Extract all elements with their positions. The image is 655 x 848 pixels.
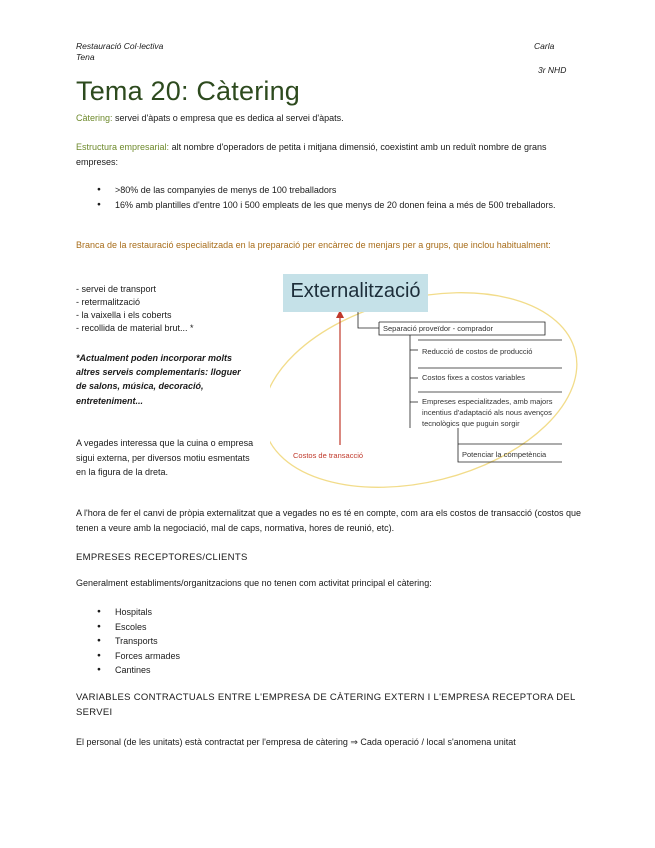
list-item: ● Escoles [76,620,581,635]
list-item: ● Cantines [76,663,581,678]
definition [76,111,581,126]
branch-extern: A vegades interessa que la cuina o empresa sigui externa, per diversos motiu esmentats en la figura de la dreta. [76,438,254,477]
branch-text: Branca de la restauració especialitzada en la preparació per encàrrec de menjars per a grups, que inclou habitualment: [76,240,551,250]
diagram-node-cost-reduction: Reducció de costos de producció [422,347,533,356]
branch-note: *Actualment poden incorporar molts altres serveis complementaris: lloguer de salons, música, decoració, entreteniment... [76,353,241,406]
header-surname: Tena [76,52,95,62]
page-title: Tema 20: Càtering [76,76,301,106]
list-item: ● 16% amb plantilles d'entre 100 i 500 empleats de les que menys de 20 donen feina a més de 500 treballadors. [76,198,581,213]
externalization-diagram [270,268,580,488]
definition-text: servei d'àpats o empresa que es dedica al servei d'àpats. [115,113,344,123]
clients-heading: EMPRESES RECEPTORES/CLIENTS [76,552,248,563]
transaction-paragraph: A l'hora de fer el canvi de pròpia externalitzat que a vegades no es té en compte, com ara els costos de transacció (costos que tenen a veure amb la negociació, mal de caps, normativa, hores de reunió, etc). [76,508,582,533]
header-course: Restauració Col·lectiva [76,41,164,51]
list-item: ● Hospitals [76,605,581,620]
structure-term: Estructura empresarial: [76,142,170,152]
list-item: ● >80% de las companyies de menys de 100 treballadors [76,183,581,198]
clients-list [76,605,581,678]
list-item: - recollida de material brut... * [76,323,194,333]
structure [76,140,581,170]
diagram-title: Externalització [283,274,428,312]
diagram-node-competition: Potenciar la competència [462,450,547,459]
diagram-node-separation: Separació proveïdor - comprador [383,324,494,333]
diagram-transaction-costs: Costos de transacció [293,451,364,460]
diagram-node-fixed-variable: Costos fixes a costos variables [422,373,525,382]
structure-text: alt nombre d'operadors de petita i mitjana dimensió, coexistint amb un reduït nombre de grans empreses: [76,142,547,167]
list-item: ● Transports [76,634,581,649]
header-class: 3r NHD [538,65,567,75]
header-name: Carla [534,41,555,51]
header-left [76,41,163,63]
variables-text: El personal (de les unitats) està contractat per l'empresa de càtering ⇒ Cada operació / local s'anomena unitat [76,737,516,747]
definition-term: Càtering: [76,113,113,123]
clients-intro: Generalment establiments/organitzacions que no tenen com activitat principal el càtering: [76,578,432,588]
branch-services [76,283,256,335]
variables-heading: VARIABLES CONTRACTUALS ENTRE L'EMPRESA DE CÀTERING EXTERN I L'EMPRESA RECEPTORA DEL SERVEI [76,692,576,718]
list-item: ● Forces armades [76,649,581,664]
structure-bullets [76,183,581,212]
list-item: - la vaixella i els coberts [76,310,172,320]
diagram-node-specialized: Empreses especialitzades, amb majors incentius d'adaptació als nous avenços tecnològics que puguin sorgir [422,397,553,428]
list-item: - servei de transport [76,284,157,294]
list-item: - retermalització [76,297,141,307]
